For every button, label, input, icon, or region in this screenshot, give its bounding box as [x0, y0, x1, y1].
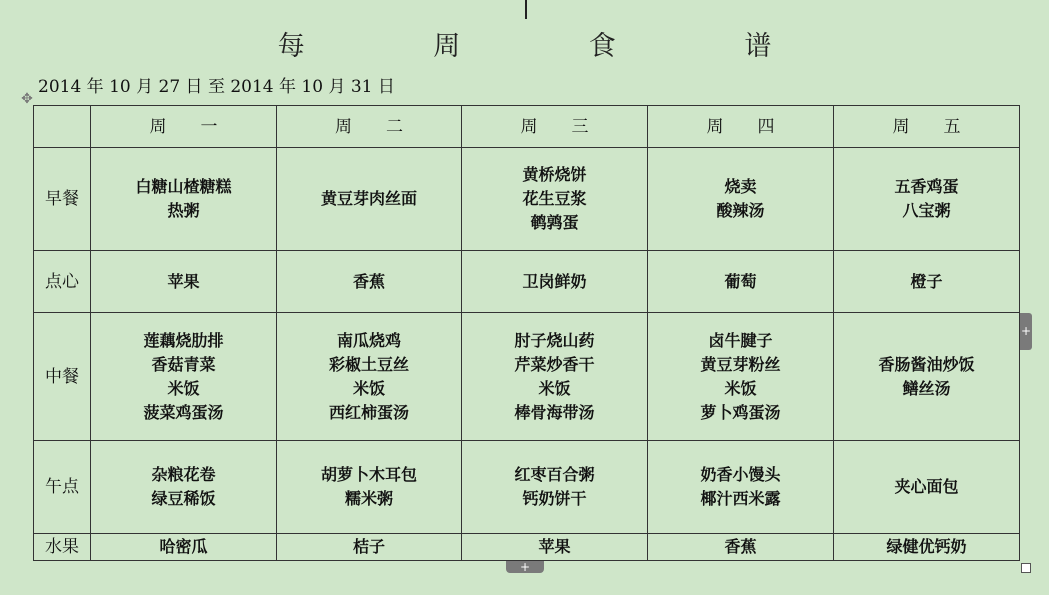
dish-item: 米饭	[167, 378, 200, 398]
meal-label: 午点	[34, 441, 91, 534]
dish-item: 香蕉	[352, 271, 385, 291]
dish-item: 钙奶饼干	[522, 489, 587, 508]
dish-item: 米饭	[352, 378, 385, 398]
dish-item: 黄豆芽粉丝	[700, 354, 781, 374]
dish-item: 香肠酱油炒饭	[878, 354, 975, 374]
dish-item: 葡萄	[724, 271, 757, 291]
meal-label: 中餐	[34, 313, 91, 441]
menu-cell[interactable]	[648, 313, 834, 441]
dish-item: 南瓜烧鸡	[336, 330, 401, 350]
meal-row	[34, 313, 1020, 441]
menu-cell[interactable]	[91, 251, 277, 313]
menu-cell[interactable]	[834, 441, 1020, 534]
meal-label: 点心	[34, 251, 91, 313]
dish-item: 杂粮花卷	[151, 465, 216, 484]
dish-item: 花生豆浆	[522, 189, 587, 208]
dish-item: 卤牛腱子	[708, 330, 773, 350]
menu-cell[interactable]	[91, 148, 277, 251]
dish-item: 桔子	[352, 537, 385, 556]
menu-cell[interactable]	[834, 534, 1020, 561]
menu-cell[interactable]	[277, 534, 462, 561]
menu-cell[interactable]	[648, 251, 834, 313]
meal-row	[34, 148, 1020, 251]
table-resize-handle[interactable]	[1021, 563, 1031, 573]
meal-row	[34, 534, 1020, 561]
menu-cell[interactable]	[277, 313, 462, 441]
meal-row	[34, 251, 1020, 313]
dish-item: 红枣百合粥	[514, 465, 595, 484]
table-move-handle-icon[interactable]: ✥	[21, 91, 33, 107]
meal-label: 早餐	[34, 148, 91, 251]
menu-cell[interactable]	[277, 441, 462, 534]
dish-item: 黄桥烧饼	[522, 165, 587, 184]
dish-item: 苹果	[538, 537, 571, 556]
menu-cell[interactable]	[648, 441, 834, 534]
add-row-button[interactable]: +	[506, 561, 544, 573]
menu-cell[interactable]	[277, 148, 462, 251]
meal-label: 水果	[34, 534, 91, 561]
menu-cell[interactable]	[462, 313, 648, 441]
menu-cell[interactable]	[648, 148, 834, 251]
dish-item: 鹌鹑蛋	[530, 213, 579, 232]
page-title: 每 周 食 谱	[277, 31, 832, 62]
menu-cell[interactable]	[462, 251, 648, 313]
dish-item: 胡萝卜木耳包	[320, 465, 417, 484]
menu-cell[interactable]	[462, 441, 648, 534]
dish-item: 萝卜鸡蛋汤	[700, 402, 781, 422]
add-column-button[interactable]: +	[1020, 313, 1032, 350]
dish-item: 白糖山楂糖糕	[135, 177, 232, 196]
dish-item: 绿豆稀饭	[151, 489, 216, 508]
dish-item: 烧卖	[724, 177, 757, 196]
menu-cell[interactable]	[834, 313, 1020, 441]
menu-cell[interactable]	[277, 251, 462, 313]
menu-cell[interactable]	[91, 313, 277, 441]
dish-item: 西红柿蛋汤	[328, 402, 409, 422]
dish-item: 橙子	[910, 271, 943, 291]
dish-item: 米饭	[538, 378, 571, 398]
dish-item: 香蕉	[724, 537, 757, 556]
day-header-tue: 周 二	[277, 106, 462, 148]
menu-cell[interactable]	[462, 534, 648, 561]
day-header-mon: 周 一	[91, 106, 277, 148]
corner-cell	[34, 106, 91, 148]
day-header-wed: 周 三	[462, 106, 648, 148]
dish-item: 夹心面包	[894, 477, 959, 496]
day-header-fri: 周 五	[834, 106, 1020, 148]
dish-item: 鳝丝汤	[902, 378, 951, 398]
dish-item: 芹菜炒香干	[514, 354, 595, 374]
menu-cell[interactable]	[91, 534, 277, 561]
dish-item: 五香鸡蛋	[894, 177, 959, 196]
dish-item: 苹果	[167, 271, 200, 291]
dish-item: 酸辣汤	[716, 201, 765, 220]
menu-cell[interactable]	[834, 148, 1020, 251]
meal-row	[34, 441, 1020, 534]
text-cursor	[525, 0, 527, 19]
dish-item: 奶香小馒头	[700, 465, 781, 484]
dish-item: 米饭	[724, 378, 757, 398]
weekly-menu-table	[33, 105, 1020, 561]
dish-item: 哈密瓜	[159, 537, 208, 556]
menu-cell[interactable]	[834, 251, 1020, 313]
day-header-thu: 周 四	[648, 106, 834, 148]
menu-cell[interactable]	[648, 534, 834, 561]
menu-cell[interactable]	[91, 441, 277, 534]
header-row	[34, 106, 1020, 148]
menu-cell[interactable]	[462, 148, 648, 251]
dish-item: 卫岗鲜奶	[522, 271, 587, 291]
dish-item: 黄豆芽肉丝面	[320, 189, 417, 208]
dish-item: 彩椒土豆丝	[328, 354, 409, 374]
date-range: 2014 年 10 月 27 日 至 2014 年 10 月 31 日	[38, 77, 395, 97]
dish-item: 椰汁西米露	[700, 489, 781, 508]
dish-item: 肘子烧山药	[514, 330, 595, 350]
dish-item: 热粥	[167, 201, 200, 220]
dish-item: 八宝粥	[902, 201, 951, 220]
dish-item: 香菇青菜	[151, 354, 216, 374]
dish-item: 棒骨海带汤	[514, 402, 595, 422]
dish-item: 莲藕烧肋排	[143, 330, 224, 350]
dish-item: 菠菜鸡蛋汤	[143, 402, 224, 422]
dish-item: 绿健优钙奶	[886, 537, 967, 556]
dish-item: 糯米粥	[344, 489, 393, 508]
